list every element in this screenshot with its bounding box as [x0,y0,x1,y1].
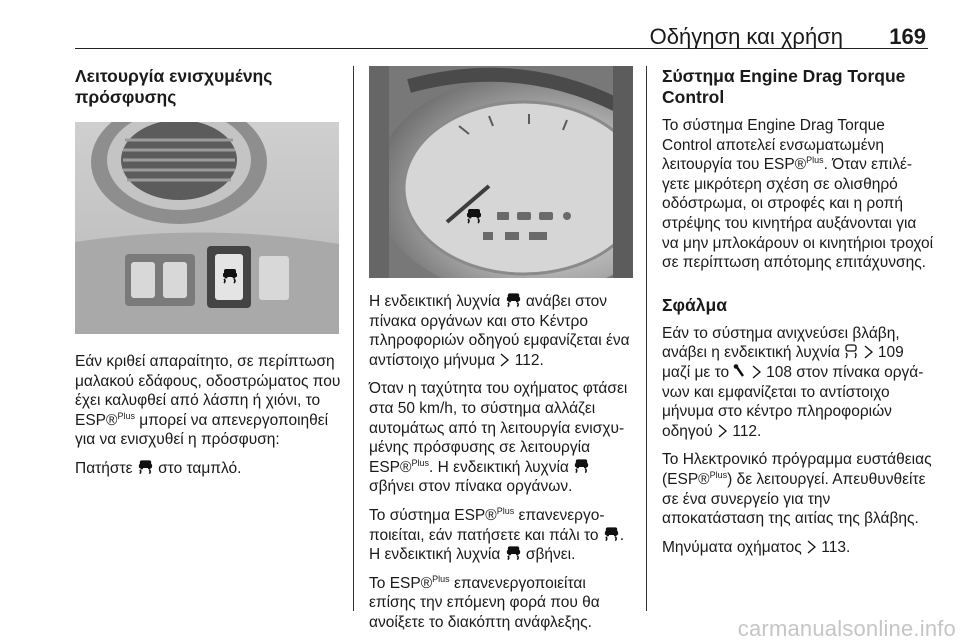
header-title: Οδήγηση και χρήση [649,24,843,49]
middle-paragraph-4: Το ESP®$^{Plus}$ επανενεργοποιείται επίσης την επόμενη φορά που θα ανοίξετε το διακόπτη ανάφλεξης. [369,573,600,631]
left-paragraph-2: Πατήστε στο ταμπλό. [75,459,242,477]
drag-torque-heading: Σύστημα Engine Drag Torque Control [662,66,906,107]
reference-arrow-icon [863,345,874,360]
page-header [75,0,928,49]
left-paragraph-1: Εάν κριθεί απαραίτητο, σε περίπτωση μαλακού εδάφους, οδοστρώματος που έχει καλυφθεί από λάσπη ή χιόνι, το ESP®$^{Plus}$ μπορεί να απενεργοποιηθεί για να ενισχυθεί η πρόσφυση: [75,353,341,449]
instrument-cluster-photo [369,66,633,278]
right-column [662,66,934,566]
traction-off-icon [505,545,522,561]
fault-heading: Σφάλμα [662,294,727,315]
reference-arrow-icon [499,353,510,368]
right-paragraph-2: Εάν το σύστημα ανιχνεύσει βλάβη, ανάβει η ενδεικτική λυχνία 109 μαζί με το 108 στον πίνακα οργάνων και εμφανίζεται το αντίστοιχο μήνυμα στο κέντρο πληροφοριών οδηγού 112. [662,324,924,440]
middle-column [369,66,633,642]
right-paragraph-1: Το σύστημα Engine Drag Torque Control αποτελεί ενσωματωμένη λειτουργία του ESP®$^{Plus}$. Όταν επιλέγετε μικρότερη σχέση σε ολισθηρό οδόστρωμα, οι στροφές και η ροπή στρέψης του κινητήρα αυξάνονται για να μην μπλοκάρουν οι κινητήριοι τροχοί σε περίπτωση απότομης επιτάχυνσης. [662,117,934,272]
column-divider-1 [353,66,354,611]
wrench-icon [733,364,746,379]
column-divider-2 [646,66,647,611]
left-column [75,66,347,488]
watermark: carmanualsonline.info [737,616,956,641]
esp-warning-icon [844,344,858,359]
traction-off-icon [137,459,154,475]
right-paragraph-4: Μηνύματα οχήματος 113. [662,538,851,556]
traction-off-icon [603,526,620,542]
reference-arrow-icon [717,424,728,439]
reference-arrow-icon [751,365,762,380]
reference-arrow-icon [806,540,817,555]
traction-mode-heading: Λειτουργία ενισχυμένης πρόσφυσης [75,66,273,107]
dashboard-switch-photo [75,122,339,334]
middle-paragraph-2: Όταν η ταχύτητα του οχήματος φτάσει στα 50 km/h, το σύστημα αλλάζει αυτομάτως από τη λειτουργία ενισχυμένης πρόσφυσης σε λειτουργία ESP®$^{Plus}$. Η ενδεικτική λυχνία σβήνει στον πίνακα οργάνων. [369,380,628,496]
middle-paragraph-1: Η ενδεικτική λυχνία ανάβει στον πίνακα οργάνων και στο Κέντρο πληροφοριών οδηγού εμφανίζεται ένα αντίστοιχο μήνυμα 112. [369,293,630,369]
traction-off-icon [573,458,590,474]
middle-paragraph-3: Το σύστημα ESP®$^{Plus}$ επανενεργοποιείται, εάν πατήσετε και πάλι το . Η ενδεικτική λυχνία σβήνει. [369,505,625,564]
page-number: 169 [889,24,926,49]
right-paragraph-3: Το Ηλεκτρονικό πρόγραμμα ευστάθειας (ESP®$^{Plus}$) δε λειτουργεί. Απευθυνθείτε σε ένα συνεργείο για την αποκατάσταση της αιτίας της βλάβης. [662,451,932,528]
traction-off-icon [505,292,522,308]
